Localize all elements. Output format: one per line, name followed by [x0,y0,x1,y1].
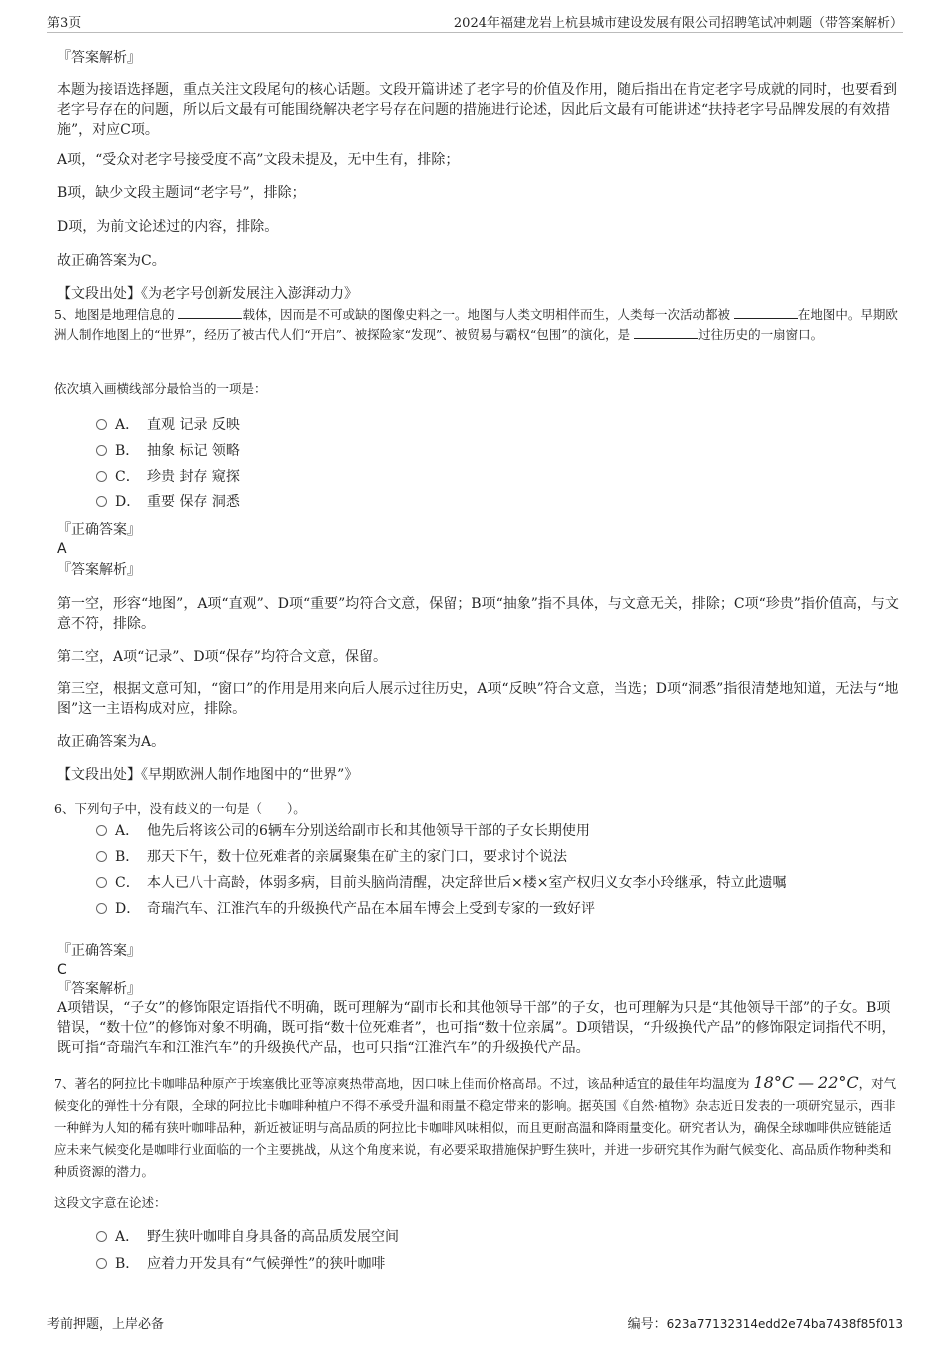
q5-answer-label: 『正确答案』 [57,522,141,538]
radio-icon[interactable] [96,1258,107,1269]
q5-option-a[interactable]: A． 直观 记录 反映 [96,415,240,435]
radio-icon[interactable] [96,877,107,888]
radio-icon[interactable] [96,471,107,482]
q5-option-d[interactable]: D． 重要 保存 洞悉 [96,492,240,512]
radio-icon[interactable] [96,419,107,430]
q6-analysis: A项错误，“子女”的修饰限定语指代不明确，既可理解为“副市长和其他领导干部”的子女，也可理解为只是“其他领导干部”的子女。B项错误，“数十位”的修饰对象不明确，既可指“数十位死难者”，也可指“数十位亲属”。D项错误，“升级换代产品”的修饰限定词指代不明，既可指“奇瑞汽车和江淮汽车”的升级换代产品，也可只指“江淮汽车”的升级换代产品。 [57,1000,896,1056]
q7-option-a[interactable]: A． 野生狭叶咖啡自身具备的高品质发展空间 [96,1227,399,1247]
q6-option-b[interactable]: B． 那天下午，数十位死难者的亲属聚集在矿主的家门口，要求讨个说法 [96,847,567,867]
q5-stem: 5、地图是地理信息的 载体，因而是不可或缺的图像史料之一。地图与人类文明相伴而生，人类每一次活动都被 在地图中。早期欧洲人制作地图上的“世界”，经历了被古代人们“开启”、被探险家“发现”、被贸易与霸权“包围”的演化，是 过往历史的一扇窗口。 [54,307,898,342]
q4-option-d-note: D项，为前文论述过的内容，排除。 [57,219,279,235]
q6-option-d[interactable]: D． 奇瑞汽车、江淮汽车的升级换代产品在本届车博会上受到专家的一致好评 [96,899,595,919]
blank-1 [178,305,242,319]
blank-2 [734,305,798,319]
q6-analysis-label: 『答案解析』 [57,981,141,997]
radio-icon[interactable] [96,851,107,862]
temp-low: 18°C [753,1073,795,1092]
q4-analysis-label: 『答案解析』 [57,50,141,66]
q7-prompt: 这段文字意在论述： [54,1195,167,1210]
blank-3 [634,325,698,339]
radio-icon[interactable] [96,445,107,456]
radio-icon[interactable] [96,825,107,836]
footer-code: 编号：623a77132314edd2e74ba7438f85f013 [627,1317,903,1332]
q5-option-c[interactable]: C． 珍贵 封存 窥探 [96,467,240,487]
q5-analysis-3: 第三空，根据文意可知，“窗口”的作用是用来向后人展示过往历史，A项“反映”符合文意，当选；D项“洞悉”指很清楚地知道，无法与“地图”这一主语构成对应，排除。 [57,681,899,717]
q4-option-b-note: B项，缺少文段主题词“老字号”，排除； [57,185,306,201]
page-number: 第3页 [47,16,82,31]
page-header [47,10,903,33]
q5-analysis-2: 第二空，A项“记录”、D项“保存”均符合文意，保留。 [57,649,387,665]
q4-option-a-note: A项，“受众对老字号接受度不高”文段未提及，无中生有，排除； [57,152,460,168]
q5-option-b[interactable]: B． 抽象 标记 领略 [96,441,240,461]
q4-conclusion: 故正确答案为C。 [57,253,166,269]
q6-option-a[interactable]: A． 他先后将该公司的6辆车分别送给副市长和其他领导干部的子女长期使用 [96,821,590,841]
q6-option-c[interactable]: C． 本人已八十高龄，体弱多病，目前头脑尚清醒，决定辞世后×楼×室产权归义女李小玲继承，特立此遗嘱 [96,873,786,893]
q7-option-b[interactable]: B． 应着力开发具有“气候弹性”的狭叶咖啡 [96,1254,385,1274]
q6-answer: C [57,962,67,978]
q5-analysis-label: 『答案解析』 [57,562,141,578]
q5-analysis-1: 第一空，形容“地图”，A项“直观”、D项“重要”均符合文意，保留；B项“抽象”指不具体，与文意无关，排除；C项“珍贵”指价值高，与文意不符，排除。 [57,596,899,632]
document-title: 2024年福建龙岩上杭县城市建设发展有限公司招聘笔试冲刺题（带答案解析） [453,16,903,31]
q5-conclusion: 故正确答案为A。 [57,734,166,750]
q5-prompt: 依次填入画横线部分最恰当的一项是： [54,381,267,396]
q6-answer-label: 『正确答案』 [57,943,141,959]
radio-icon[interactable] [96,1231,107,1242]
radio-icon[interactable] [96,496,107,507]
q4-analysis-text: 本题为接语选择题，重点关注文段尾句的核心话题。文段开篇讲述了老字号的价值及作用，随后指出在肯定老字号成就的同时，也要看到老字号存在的问题，所以后文最有可能围绕解决老字号存在问题的措施进行论述，因此后文最有可能讲述“扶持老字号品牌发展的有效措施”，对应C项。 [57,82,897,138]
footer-slogan: 考前押题，上岸必备 [47,1317,165,1332]
temp-high: 22°C [818,1073,859,1092]
q4-source: 【文段出处】《为老字号创新发展注入澎湃动力》 [57,286,358,302]
q6-stem: 6、下列句子中，没有歧义的一句是（ ）。 [54,801,306,816]
q5-source: 【文段出处】《早期欧洲人制作地图中的“世界”》 [57,767,359,783]
q7-stem: 7、著名的阿拉比卡咖啡品种原产于埃塞俄比亚等凉爽热带高地，因口味上佳而价格高昂。不过，该品种适宜的最佳年均温度为 18°C — 22°C，对气候变化的弹性十分有限，全球的阿拉比卡咖啡种植户不得不承受升温和雨量不稳定带来的影响。据英国《自然·植物》杂志近日发表的一项研究显示，西非一种鲜为人知的稀有狭叶咖啡品种，新近被证明与高品质的阿拉比卡咖啡风味相似，而且更耐高温和降雨量变化。研究者认为，确保全球咖啡供应链能适应未来气候变化是咖啡行业面临的一个主要挑战，从这个角度来说，有必要采取措施保护野生狭叶，并进一步研究其作为耐气候变化、高品质作物种类和种质资源的潜力。 [54,1073,897,1179]
q5-answer: A [57,541,67,557]
radio-icon[interactable] [96,903,107,914]
